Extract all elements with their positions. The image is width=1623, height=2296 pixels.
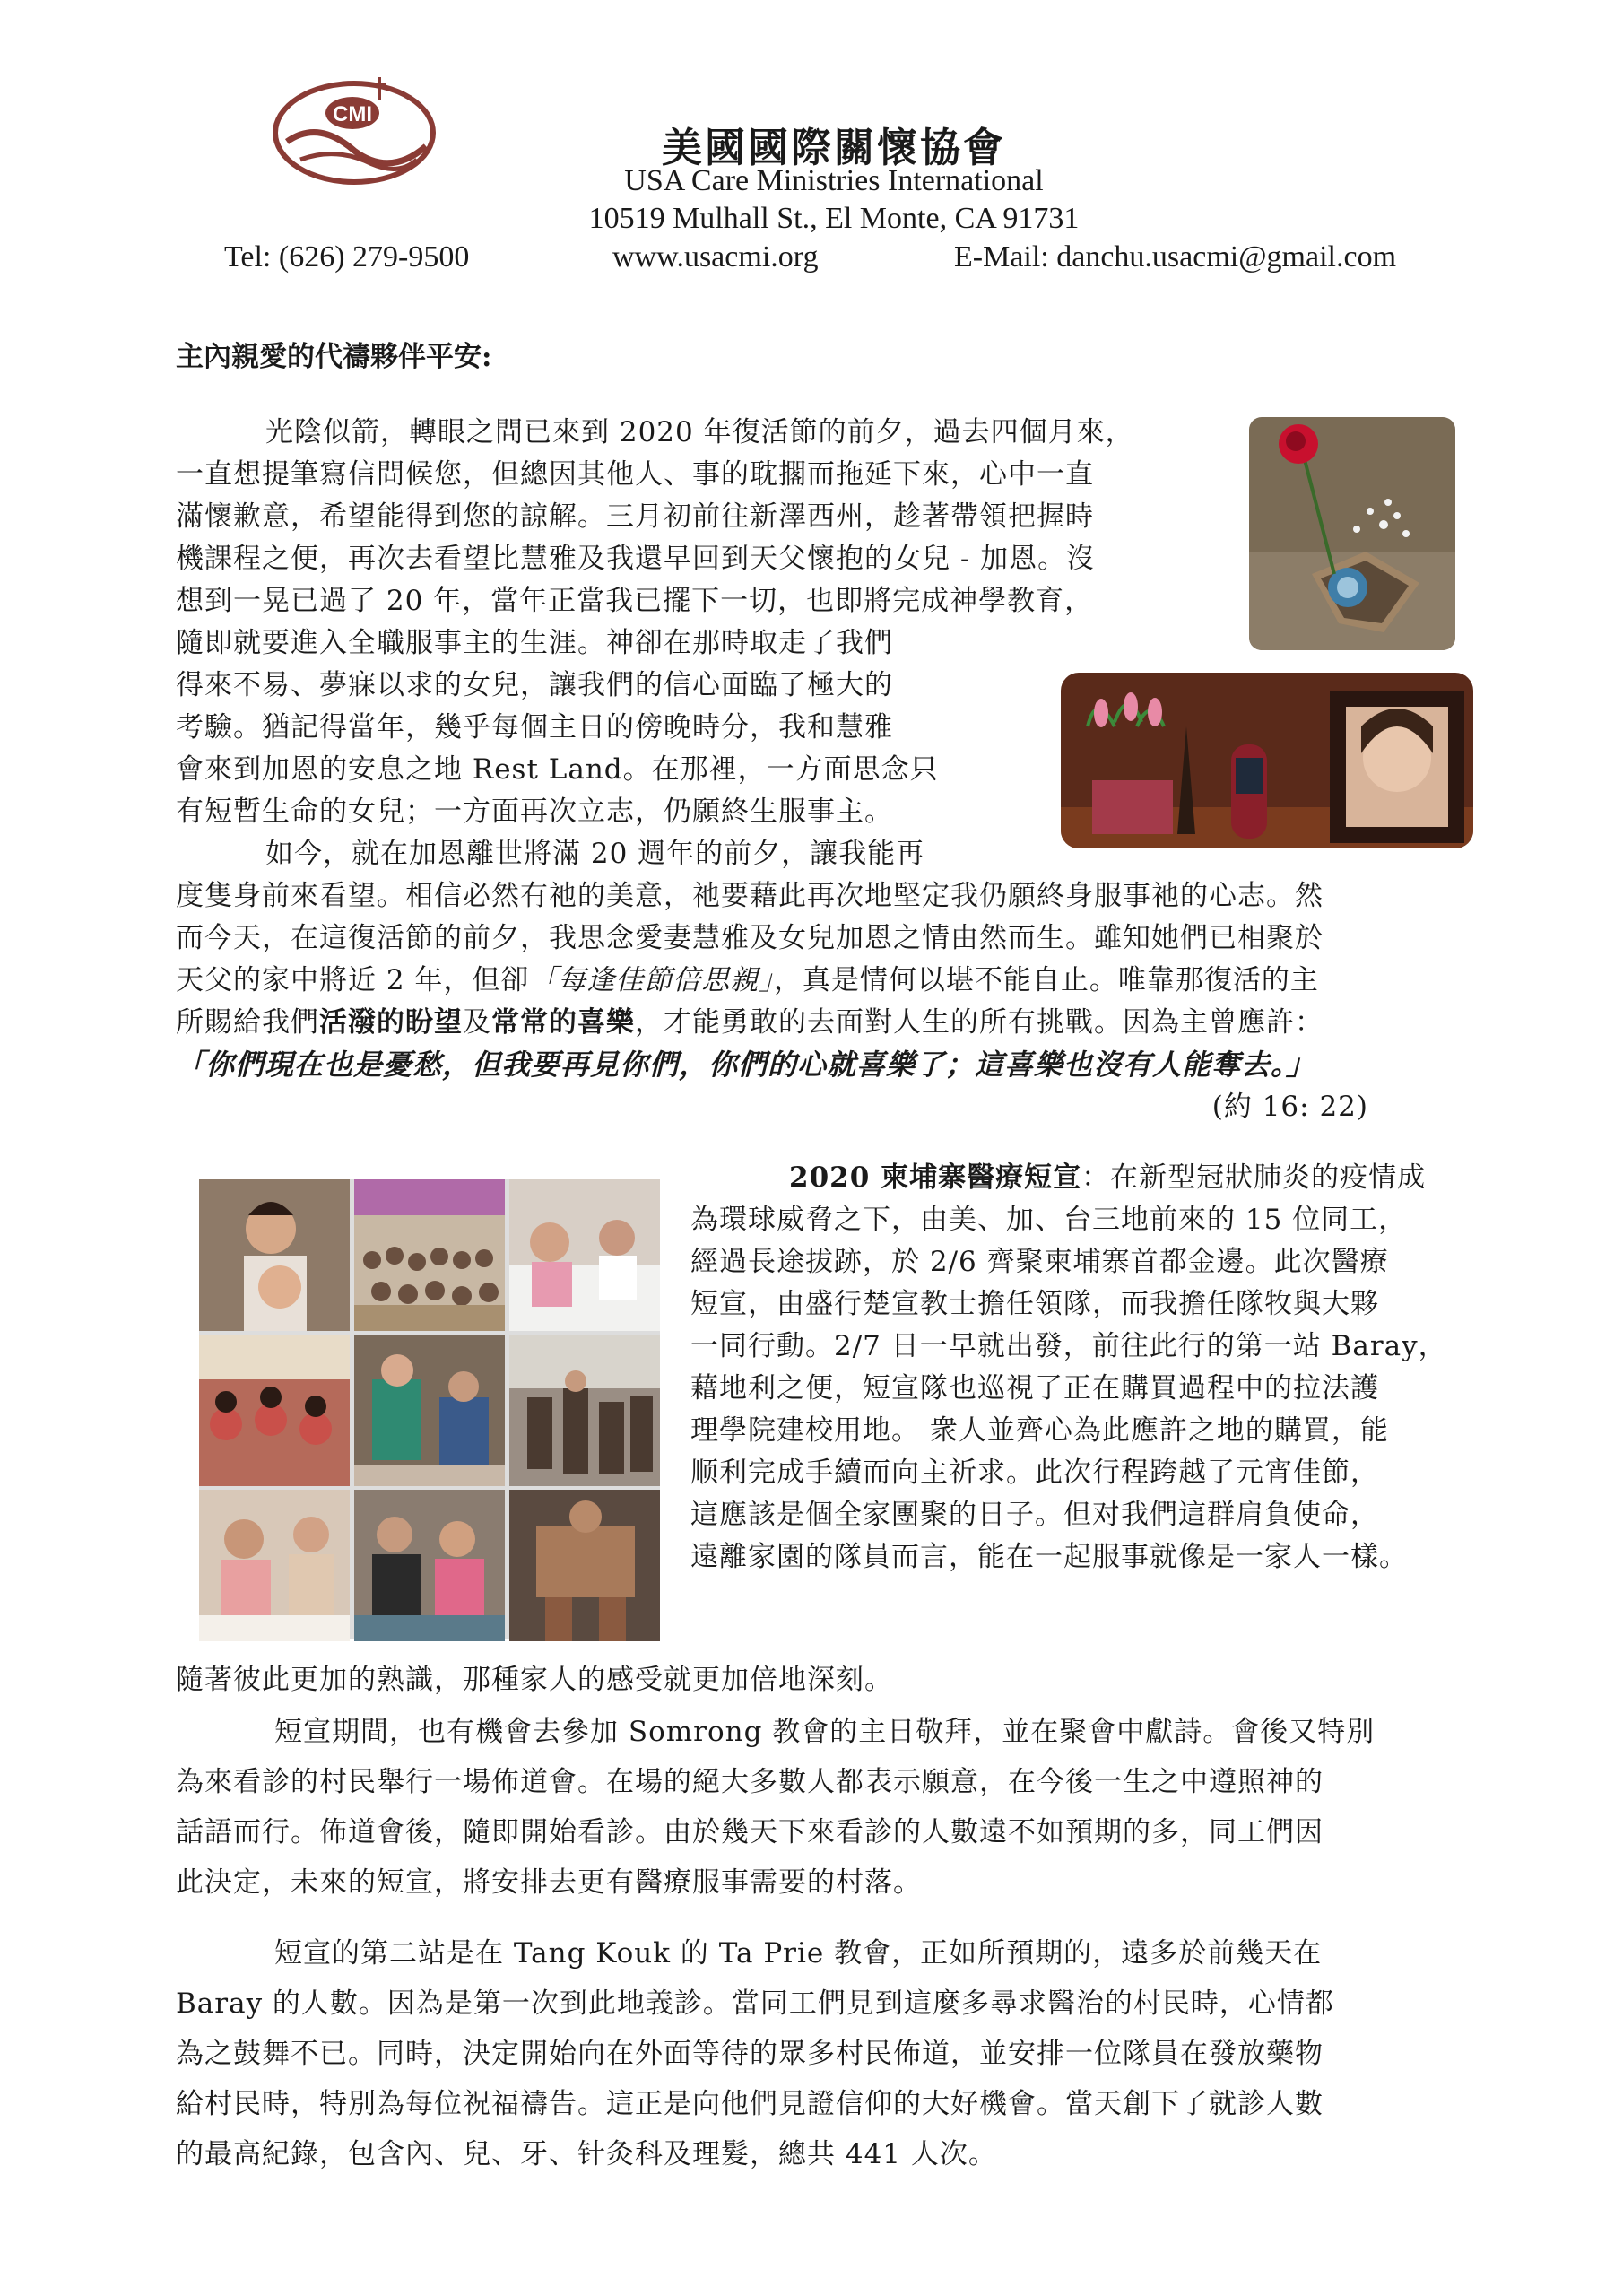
collage-photo (199, 1179, 350, 1331)
cambodia-line: 一同行動。2/7 日一早就出發，前往此行的第一站 Baray， (690, 1330, 1447, 1362)
intro-line: 滿懷歉意，希望能得到您的諒解。三月初前往新澤西州，趁著帶領把握時 (176, 500, 1094, 533)
cmi-logo (265, 70, 444, 191)
bold-constant-joy: 常常的喜樂 (491, 1006, 635, 1039)
somrong-line: 為來看診的村民舉行一場佈道會。在場的絕大多數人都表示願意，在今後一生之中遵照神的 (176, 1766, 1324, 1798)
somrong-line: 短宣期間，也有機會去參加 Somrong 教會的主日敬拜，並在聚會中獻詩。會後又特別 (274, 1716, 1376, 1748)
tangkouk-paragraph (176, 1928, 1503, 2179)
collage-photo (199, 1490, 350, 1641)
cambodia-line: 遠離家園的隊員而言，能在一起服事就像是一家人一樣。 (690, 1541, 1408, 1573)
collage-photo (199, 1335, 350, 1486)
intro-line14-b: ，真是情何以堪不能自止。唯靠那復活的主 (773, 964, 1319, 996)
cambodia-line: 藉地利之便，短宣隊也巡視了正在購買過程中的拉法護 (690, 1372, 1379, 1405)
memorial-portrait-photo (1061, 673, 1473, 848)
logo-text: CMI (333, 102, 372, 126)
intro-line15-a: 所賜給我們 (176, 1006, 319, 1039)
emphasis-phrase: 「每逢佳節倍思親」 (529, 964, 774, 996)
org-name-en: USA Care Ministries International (624, 164, 1044, 197)
cambodia-line: 這應該是個全家團聚的日子。但对我們這群肩負使命， (690, 1499, 1379, 1531)
scripture-quote: 「你們現在也是憂愁，但我要再見你們，你們的心就喜樂了；這喜樂也沒有人能奪去。」 (176, 1048, 1316, 1082)
cambodia-line: 顺利完成手續而向主祈求。此次行程跨越了元宵佳節， (690, 1457, 1379, 1489)
intro-line15-c: ，才能勇敢的去面對人生的所有挑戰。因為主曾應許： (635, 1006, 1324, 1039)
cambodia-heading: 2020 柬埔寨醫療短宣 (789, 1161, 1082, 1194)
intro-line (176, 960, 1503, 1002)
cambodia-line: 經過長途拔跡，於 2/6 齊聚柬埔寨首都金邊。此次醫療 (690, 1246, 1389, 1278)
somrong-line: 話語而行。佈道會後，隨即開始看診。由於幾天下來看診的人數遠不如預期的多，同工們因 (176, 1816, 1324, 1848)
org-address: 10519 Mulhall St., El Monte, CA 91731 (588, 202, 1080, 235)
website-link[interactable]: www.usacmi.org (612, 240, 819, 274)
collage-photo (354, 1490, 505, 1641)
intro-line: 機課程之便，再次去看望比慧雅及我還早回到天父懷抱的女兒 - 加恩。沒 (176, 543, 1096, 575)
cambodia-line: 為環球威脅之下，由美、加、台三地前來的 15 位同工， (690, 1204, 1408, 1236)
cambodia-line: 隨著彼此更加的熟識，那種家人的感受就更加倍地深刻。 (176, 1664, 893, 1696)
collage-photo (509, 1490, 660, 1641)
somrong-paragraph (176, 1707, 1503, 1908)
cambodia-line-text: ：在新型冠狀肺炎的疫情成 (1081, 1161, 1427, 1194)
cambodia-line: 短宣，由盛行楚宣教士擔任領隊，而我擔任隊牧與大夥 (690, 1288, 1379, 1320)
cambodia-paragraph (690, 1157, 1515, 1578)
intro-line: 光陰似箭，轉眼之間已來到 2020 年復活節的前夕，過去四個月來， (265, 416, 1134, 448)
intro-line: 如今，就在加恩離世將滿 20 週年的前夕，讓我能再 (265, 838, 925, 870)
tangkouk-line: Baray 的人數。因為是第一次到此地義診。當同工們見到這麼多尋求醫治的村民時，心情都 (176, 1987, 1334, 2020)
org-name-cn: 美國國際關懷協會 (661, 124, 1006, 171)
collage-photo (354, 1335, 505, 1486)
tangkouk-line: 的最高紀錄，包含內、兒、牙、针灸科及理髮，總共 441 人次。 (176, 2138, 997, 2170)
intro-line: 隨即就要進入全職服事主的生涯。神卻在那時取走了我們 (176, 627, 893, 659)
scripture-reference: (約 16: 22) (1211, 1091, 1368, 1123)
tangkouk-line: 給村民時，特別為每位祝福禱告。這正是向他們見證信仰的大好機會。當天創下了就診人數 (176, 2088, 1324, 2120)
email-link[interactable]: E-Mail: danchu.usacmi@gmail.com (954, 240, 1397, 274)
intro-line (176, 1002, 1503, 1044)
intro-line: 度隻身前來看望。相信必然有祂的美意，祂要藉此再次地堅定我仍願終身服事祂的心志。然 (176, 880, 1324, 912)
intro-line: 想到一晃已過了 20 年，當年正當我已擺下一切，也即將完成神學教育， (176, 585, 1094, 617)
intro-line: 有短暫生命的女兒；一方面再次立志，仍願終生服事主。 (176, 796, 893, 828)
intro-line15-mid: 及 (463, 1006, 491, 1039)
intro-line: 得來不易、夢寐以求的女兒，讓我們的信心面臨了極大的 (176, 669, 893, 701)
somrong-line: 此決定，未來的短宣，將安排去更有醫療服事需要的村落。 (176, 1866, 922, 1899)
phone-number: Tel: (626) 279-9500 (224, 240, 470, 274)
tangkouk-line: 短宣的第二站是在 Tang Kouk 的 Ta Prie 教會，正如所預期的，遠多於前幾天在 (274, 1937, 1323, 1970)
collage-photo (354, 1179, 505, 1331)
grave-rose-photo (1249, 417, 1455, 650)
intro-line14-a: 天父的家中將近 2 年，但卻 (176, 964, 530, 996)
intro-line: 考驗。猶記得當年，幾乎每個主日的傍晚時分，我和慧雅 (176, 711, 893, 744)
collage-photo (509, 1179, 660, 1331)
intro-line: 會來到加恩的安息之地 Rest Land。在那裡，一方面思念只 (176, 753, 939, 786)
greeting: 主內親愛的代禱夥伴平安: (176, 341, 492, 373)
medical-mission-photo-collage (199, 1179, 660, 1639)
cambodia-line (690, 1157, 1515, 1199)
collage-photo (509, 1335, 660, 1486)
bold-living-hope: 活潑的盼望 (319, 1006, 463, 1039)
intro-line: 而今天，在這復活節的前夕，我思念愛妻慧雅及女兒加恩之情由然而生。雖知她們已相聚於 (176, 922, 1324, 954)
tangkouk-line: 為之鼓舞不已。同時，決定開始向在外面等待的眾多村民佈道，並安排一位隊員在發放藥物 (176, 2038, 1324, 2070)
cambodia-line: 理學院建校用地。 衆人並齊心為此應許之地的購買，能 (690, 1414, 1389, 1447)
intro-line: 一直想提筆寫信問候您，但總因其他人、事的耽擱而拖延下來，心中一直 (176, 458, 1094, 491)
